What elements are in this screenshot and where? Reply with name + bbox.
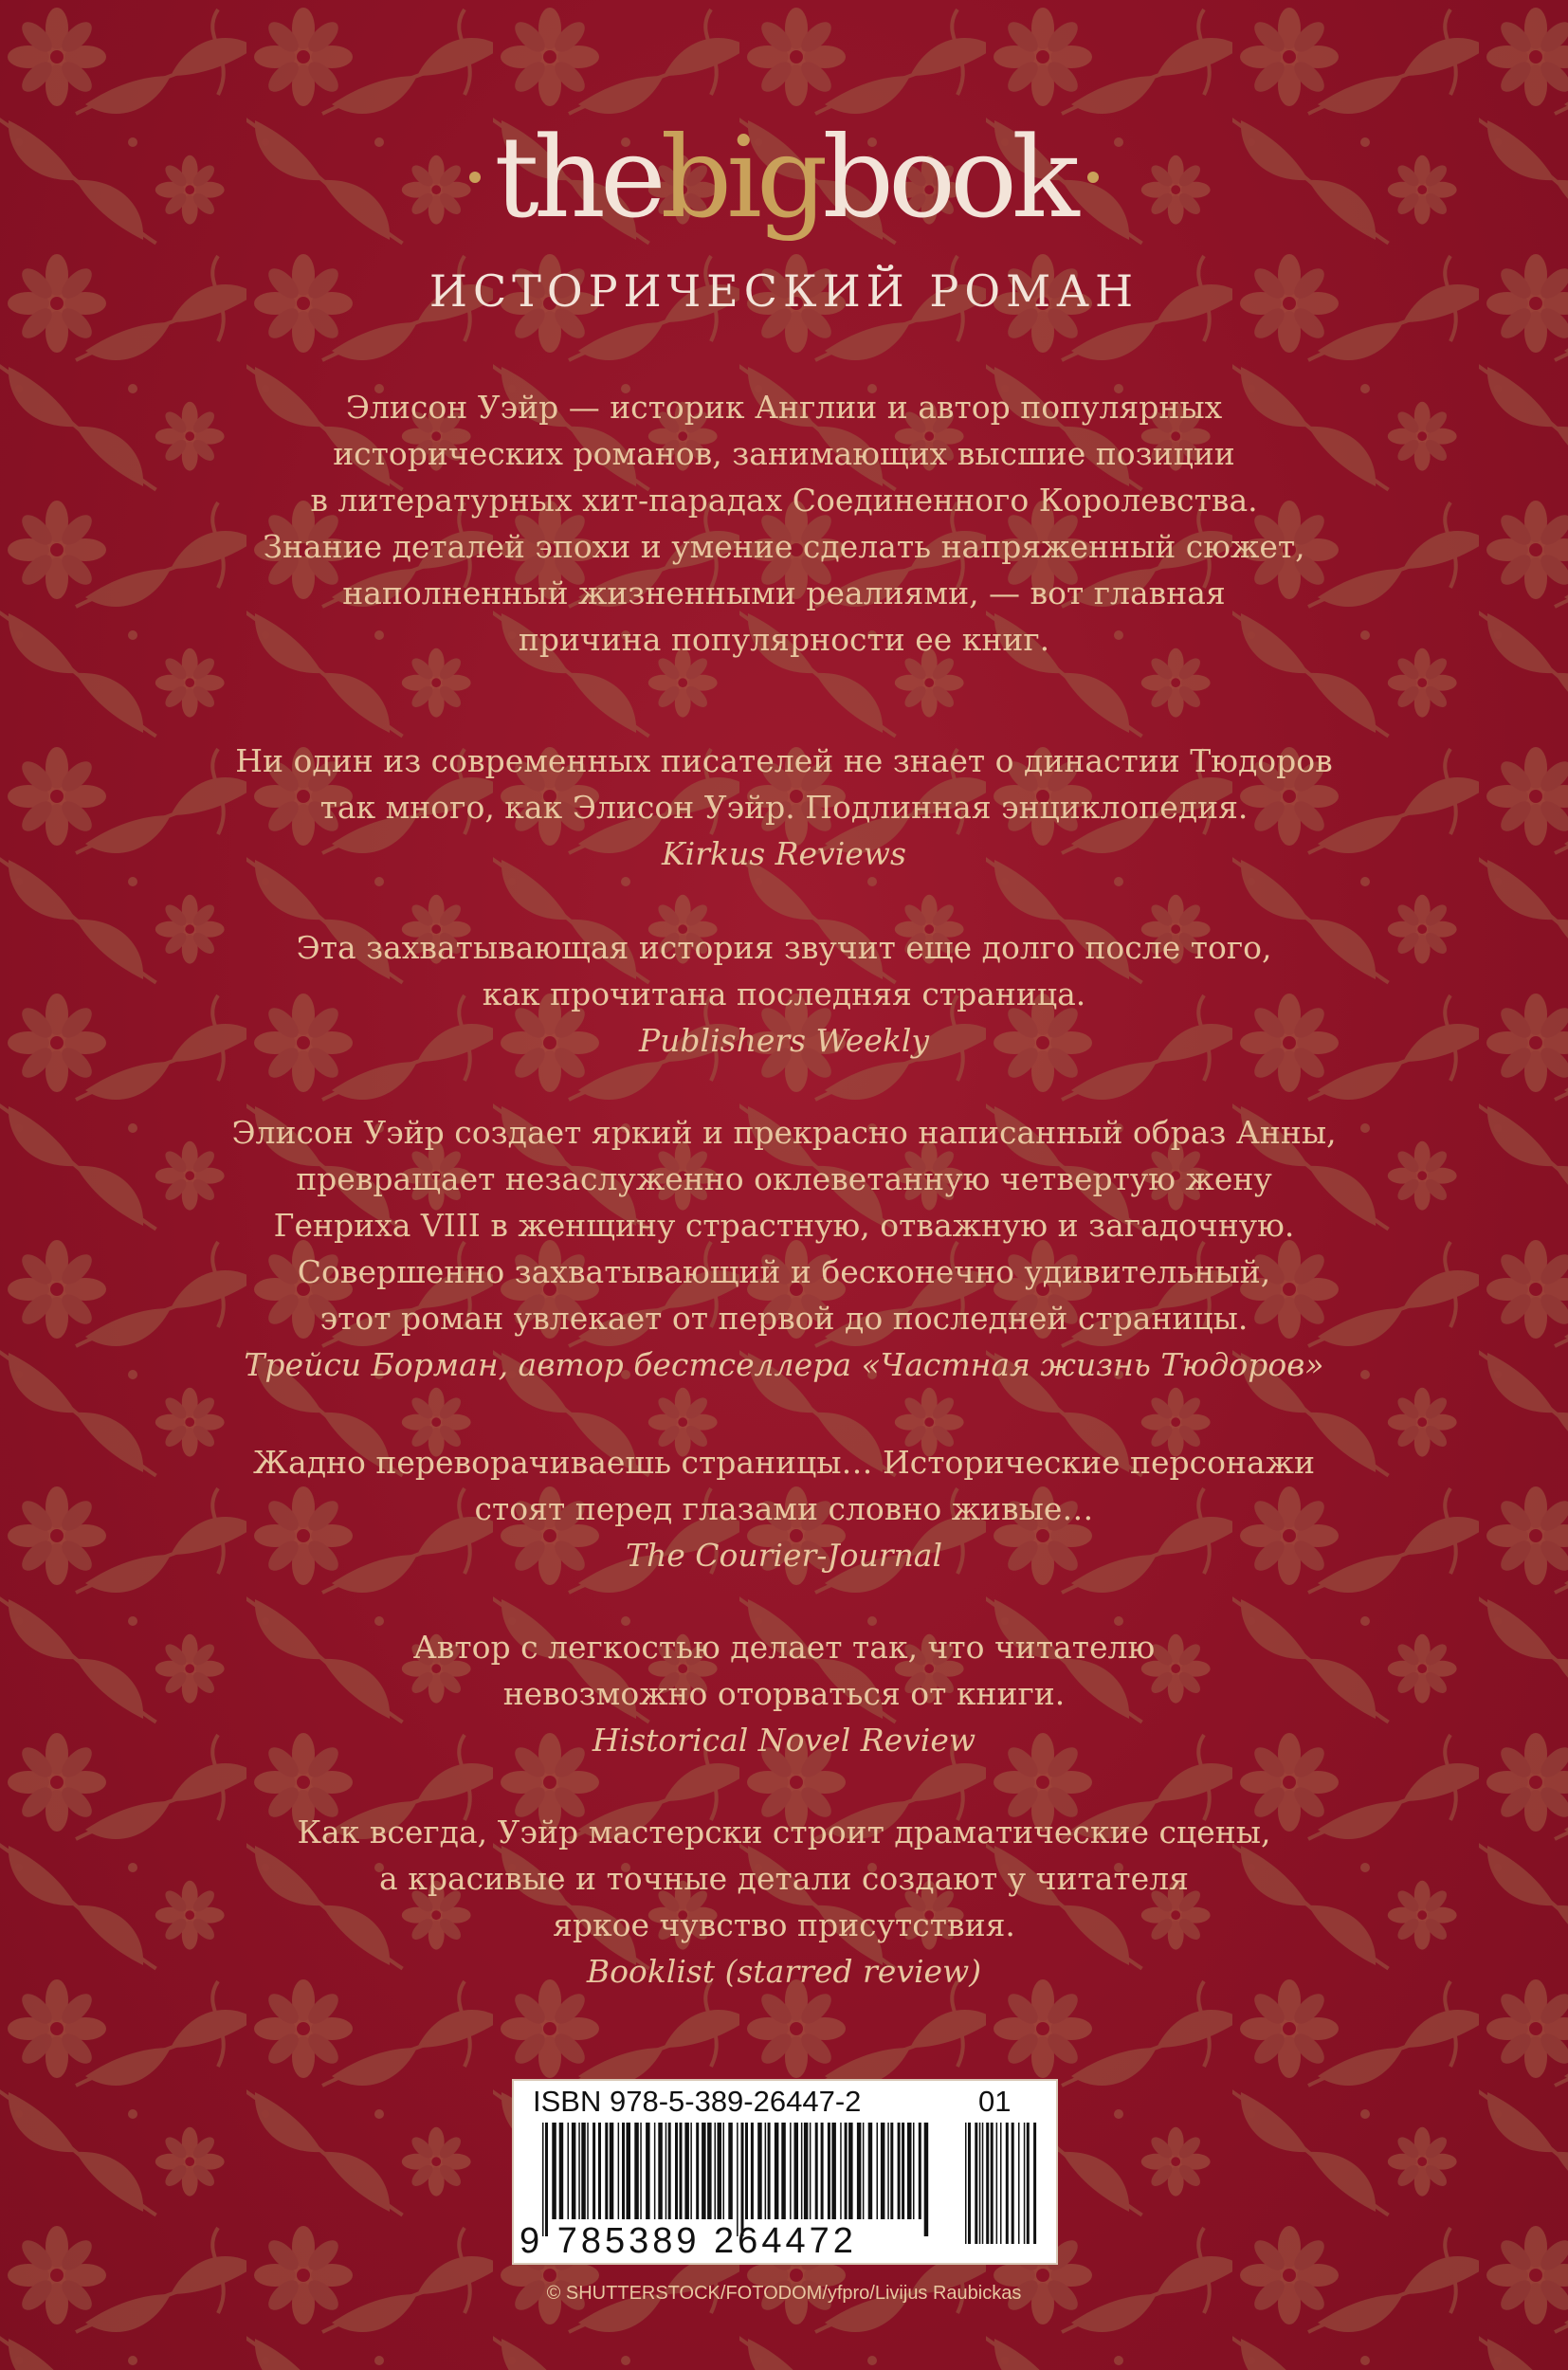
barcode-bars (542, 2123, 929, 2236)
barcode-bar (831, 2123, 836, 2219)
barcode-bar (1018, 2123, 1020, 2244)
review-line: Элисон Уэйр создает яркий и прекрасно написанный образ Анны, (231, 1114, 1337, 1151)
barcode-bar (845, 2123, 848, 2219)
barcode-bar (1027, 2123, 1030, 2244)
review-source: Publishers Weekly (638, 1022, 930, 1059)
isbn-addon-code: 01 (978, 2085, 1012, 2118)
review-line: Генриха VIII в женщину страстную, отважную и загадочную. (273, 1207, 1295, 1244)
barcode-bar (877, 2123, 879, 2219)
barcode-bar (765, 2123, 767, 2219)
barcode-bar (598, 2123, 601, 2219)
barcode-bar (965, 2123, 967, 2244)
review-borman (171, 1109, 1397, 1388)
barcode-bar (868, 2123, 873, 2219)
barcode-bar (668, 2123, 671, 2219)
review-line: Жадно переворачиваешь страницы… Исторические персонажи (252, 1444, 1316, 1481)
publisher-logo (0, 112, 1568, 243)
barcode-bar (1024, 2123, 1026, 2244)
isbn-barcode (512, 2079, 1058, 2265)
barcode-bar (675, 2123, 678, 2219)
review-line: Автор с легкостью делает так, что читателю (412, 1629, 1156, 1666)
logo-dot-left (469, 172, 481, 183)
review-line: яркое чувство присутствия. (553, 1906, 1015, 1943)
barcode-bar (640, 2123, 642, 2219)
barcode-bar (1000, 2123, 1002, 2244)
barcode-bar (1033, 2123, 1036, 2244)
isbn-number: ISBN 978-5-389-26447-2 (533, 2085, 862, 2118)
review-source: Booklist (starred review) (586, 1953, 982, 1990)
ean-digits: 9 785389 264472 (520, 2221, 857, 2261)
barcode-bar (757, 2123, 762, 2219)
barcode-bar (790, 2123, 792, 2219)
barcode-bar (768, 2123, 771, 2219)
barcode-bar (815, 2123, 818, 2219)
intro-line: в литературных хит-парадах Соединенного Королевства. (310, 482, 1258, 519)
barcode-bar (587, 2123, 589, 2219)
barcode-bar (968, 2123, 971, 2244)
review-kirkus (171, 738, 1397, 877)
review-source: The Courier-Journal (625, 1537, 943, 1574)
barcode-bar (690, 2123, 692, 2219)
barcode-bar (887, 2123, 889, 2219)
barcode-bar (863, 2123, 865, 2219)
barcode-bar (545, 2123, 548, 2236)
review-publishers-weekly (171, 924, 1397, 1064)
barcode-bar (627, 2123, 631, 2219)
barcode-bar (996, 2123, 998, 2244)
logo-part-big: big (660, 112, 823, 243)
barcode-bar (723, 2123, 725, 2219)
barcode-bar (890, 2123, 893, 2219)
barcode-bar (857, 2123, 862, 2219)
barcode-bar (907, 2123, 912, 2219)
barcode-bar (696, 2123, 699, 2219)
barcode-bar (634, 2123, 639, 2219)
intro-line: Знание деталей эпохи и умение сделать напряженный сюжет, (263, 528, 1305, 565)
barcode-bar (913, 2123, 915, 2219)
barcode-bar (568, 2123, 570, 2219)
barcode-bar (919, 2123, 921, 2219)
barcode-bar (559, 2123, 564, 2219)
barcode-bar (610, 2123, 614, 2219)
logo-part-the: the (494, 112, 661, 243)
barcode-bar (680, 2123, 683, 2219)
review-line: как прочитана последняя страница. (482, 975, 1086, 1012)
barcode-bar (982, 2123, 984, 2244)
barcode-bar (881, 2123, 885, 2219)
barcode-addon-bars (965, 2123, 1037, 2261)
logo-part-book: book (822, 112, 1074, 243)
barcode-bar (1012, 2123, 1014, 2244)
barcode-bar (801, 2123, 803, 2219)
review-line: Эта захватывающая история звучит еще долго после того, (296, 929, 1272, 966)
review-courier-journal (171, 1439, 1397, 1578)
barcode-bar (810, 2123, 811, 2219)
barcode-bar (991, 2123, 994, 2244)
barcode-bar (618, 2123, 620, 2219)
review-source: Трейси Борман, автор бестселлера «Частная жизнь Тюдоров» (244, 1346, 1324, 1383)
barcode-bar (979, 2123, 981, 2244)
series-title: ИСТОРИЧЕСКИЙ РОМАН (428, 265, 1140, 317)
barcode-bar (902, 2123, 904, 2219)
barcode-bar (542, 2123, 544, 2236)
barcode-bar (821, 2123, 824, 2219)
review-line: стоят перед глазами словно живые… (474, 1490, 1094, 1527)
review-source: Historical Novel Review (592, 1722, 976, 1759)
review-line: Как всегда, Уэйр мастерски строит драматические сцены, (297, 1814, 1271, 1850)
barcode-bar (794, 2123, 799, 2219)
logo-dot-right (1087, 172, 1099, 183)
review-line: Ни один из современных писателей не знает о династии Тюдоров (235, 742, 1333, 779)
barcode-bar (1006, 2123, 1009, 2244)
barcode-bar (605, 2123, 608, 2219)
barcode-bar (658, 2123, 663, 2219)
barcode-bar (745, 2123, 748, 2219)
barcode-bar (684, 2123, 689, 2219)
intro-line: наполненный жизненными реалиями, — вот главная (342, 574, 1226, 611)
intro-line: Элисон Уэйр — историк Англии и автор популярных (345, 389, 1223, 426)
barcode-bar (707, 2123, 712, 2219)
review-line: превращает незаслуженно оклеветанную четвертую жену (296, 1160, 1272, 1197)
barcode-bar (737, 2123, 738, 2236)
barcode-bar (593, 2123, 595, 2219)
intro-line: исторических романов, занимающих высшие позиции (333, 435, 1235, 472)
barcode-bar (715, 2123, 717, 2219)
author-intro (171, 384, 1397, 663)
review-line: так много, как Элисон Уэйр. Подлинная энциклопедия. (319, 789, 1249, 826)
barcode-bar (728, 2123, 733, 2219)
barcode-bar (751, 2123, 754, 2219)
review-historical-novel (171, 1624, 1397, 1763)
review-source: Kirkus Reviews (662, 835, 906, 872)
barcode-bar (781, 2123, 786, 2219)
barcode-bar (622, 2123, 625, 2219)
barcode-bar (702, 2123, 706, 2219)
barcode-bar (848, 2123, 853, 2219)
image-credit: © SHUTTERSTOCK/FOTODOM/yfpro/Livijus Raubickas (546, 2283, 1022, 2304)
barcode-bar (741, 2123, 744, 2236)
barcode-bar (775, 2123, 779, 2219)
barcode-bar (828, 2123, 830, 2219)
barcode-bar (986, 2123, 989, 2244)
barcode-bar (572, 2123, 576, 2219)
review-line: этот роман увлекает от первой до последней страницы. (319, 1300, 1249, 1337)
barcode-bar (552, 2123, 556, 2219)
review-line: Совершенно захватывающий и бесконечно удивительный, (297, 1253, 1271, 1290)
intro-line: причина популярности ее книг. (518, 621, 1050, 658)
barcode-bar (898, 2123, 901, 2219)
barcode-bar (581, 2123, 586, 2219)
review-booklist (171, 1809, 1397, 1995)
barcode-bar (654, 2123, 656, 2219)
barcode-bar (804, 2123, 809, 2219)
barcode-bar (646, 2123, 650, 2219)
barcode-bar (840, 2123, 842, 2219)
barcode-bar (665, 2123, 667, 2219)
barcode-bar (718, 2123, 722, 2219)
review-line: а красивые и точные детали создают у читателя (379, 1860, 1189, 1897)
barcode-bar (924, 2123, 929, 2236)
review-line: невозможно оторваться от книги. (502, 1675, 1066, 1712)
barcode-bar (578, 2123, 580, 2219)
barcode-bar (975, 2123, 977, 2244)
